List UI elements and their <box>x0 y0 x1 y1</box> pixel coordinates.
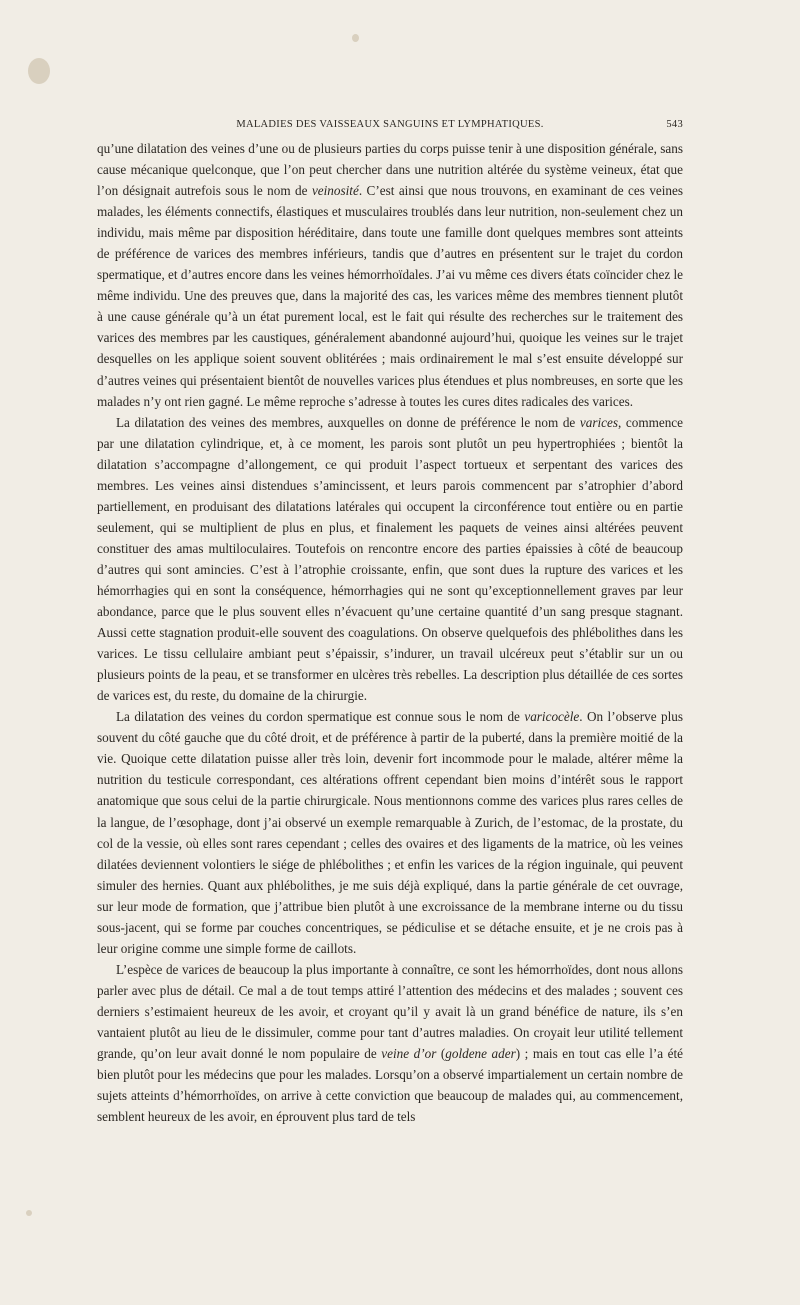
italic-term: varices <box>579 414 618 430</box>
text-run: qu’une dilatation des veines d’une ou de plusieurs parties du corps puisse tenir à une disposition générale, sans cause mécanique quelconque, que l’on peut chercher dans une nutrition altérée du système veineux, état que l’on désignait autrefois sous le nom de <box>97 141 683 199</box>
text-run: . C’est ainsi que nous trouvons, en examinant de ces veines malades, les éléments connectifs, élastiques et musculaires troublés dans leur nutrition, non-seulement chez un individu, mais même par disposition héréditaire, dans toute une famille dont quelques membres sont atteints de préférence de varices des membres inférieurs, tandis que d’autres en présentent sur le trajet du cordon spermatique, et d’autres encore dans les veines hémorrhoïdales. J’ai vu même ces divers états coïncider chez le même individu. Une des preuves que, dans la majorité des cas, les varices même des membres tiennent plutôt à une cause générale qu’à un état purement local, est le fait qui résulte des recherches sur le traitement des varices des membres par les caustiques, généralement abandonné aujourd’hui, quoique les veines sur le trajet desquelles on les applique soient souvent oblitérées ; mais ordinairement le mal s’est ensuite développé sur d’autres veines qui présentaient bientôt de nouvelles varices plus étendues et plus nombreuses, en sorte que les malades n’y ont rien gagné. Le même reproche s’adresse à toutes les cures dites radicales des varices. <box>97 183 684 409</box>
running-header <box>97 119 683 135</box>
text-run: La dilatation des veines du cordon spermatique est connue sous le nom de <box>116 709 525 725</box>
italic-term: veine d’or <box>381 1046 437 1062</box>
paper-stain <box>352 34 359 42</box>
text-run: . On l’observe plus souvent du côté gauche que du côté droit, et de préférence à partir de la puberté, dans la première moitié de la vie. Quoique cette dilatation puisse aller très loin, devenir fort incommode pour le malade, altérer même la nutrition du testicule correspondant, ces altérations offrent cependant bien moins d’intérêt sous le rapport anatomique que sous celui de la partie chirurgicale. Nous mentionnons comme des varices plus rares celles de la langue, de l’œsophage, dont j’ai observé un exemple remarquable à Zurich, de l’estomac, de la prostate, du col de la vessie, où elles sont rares cependant ; celles des ovaires et des ligaments de la matrice, où les veines dilatées deviennent volontiers le siége de phlébolithes ; et enfin les varices de la région inguinale, qui peuvent simuler des hernies. Quant aux phlébolithes, je me suis déjà expliqué, dans la partie générale de cet ouvrage, sur leur mode de formation, que j’attribue bien plutôt à une excroissance de la membrane interne ou du tissu sous-jacent, qui se forme par couches concentriques, se pédiculise et se détache ensuite, et je ne crois pas à leur origine comme une simple forme de caillots. <box>97 709 683 956</box>
text-run: La dilatation des veines des membres, auxquelles on donne de préférence le nom de <box>116 414 580 430</box>
italic-term: varicocèle <box>524 709 580 725</box>
text-run: L’espèce de varices de beaucoup la plus importante à connaître, ce sont les hémorrhoïdes, dont nous allons parler avec plus de détail. Ce mal a de tout temps attiré l’attention des médecins et des malades ; souvent ces derniers s’estimaient heureux de les avoir, et croyant qu’il y avait là un grand bénéfice de nature, ils s’en vantaient plutôt au lieu de le dissimuler, comme pour tant d’autres maladies. On croyait leur utilité tellement grande, qu’on leur avait donné le nom populaire de <box>97 961 683 1062</box>
italic-term: veinosité <box>311 183 359 199</box>
paragraph <box>97 706 683 959</box>
paper-stain <box>26 1210 32 1216</box>
text-run: ) ; mais en tout cas elle l’a été bien plutôt pour les médecins que pour les malades. Lorsqu’on a observé impartialement un certain nombre de sujets atteints d’hémorrhoïdes, on arrive à cette conviction que beaucoup de malades qui, au commencement, semblent heureux de les avoir, en éprouvent plus tard de tels <box>97 1046 683 1125</box>
text-run: ( <box>436 1046 446 1062</box>
paragraph <box>97 412 683 707</box>
paragraph <box>97 138 683 412</box>
paragraph <box>97 959 683 1127</box>
page-number: 543 <box>666 119 683 130</box>
running-title: MALADIES DES VAISSEAUX SANGUINS ET LYMPHATIQUES. <box>236 119 544 130</box>
paper-stain <box>28 58 50 84</box>
text-run: , commence par une dilatation cylindrique, et, à ce moment, les parois sont plutôt un peu hypertrophiées ; bientôt la dilatation s’accompagne d’allongement, ce qui produit l’aspect tortueux et serpentant des varices des membres. Les veines ainsi distendues s’amincissent, et leurs parois commencent par s’atrophier d’abord partiellement, en produisant des dilatations latérales qui occupent la circonférence tout entière ou en partie seulement, qui se multiplient de plus en plus, et finalement les paquets de veines ainsi altérées peuvent constituer des amas multiloculaires. Toutefois on rencontre encore des parties épaissies à côté de beaucoup d’autres qui sont amincies. C’est à l’atrophie croissante, enfin, que sont dues la rupture des varices et les hémorrhagies qui en sont la conséquence, hémorrhagies qui ne sont qu’exceptionnellement graves par leur abondance, parce que le plus souvent elles n’évacuent qu’une certaine quantité d’un sang presque stagnant. Aussi cette stagnation produit-elle souvent des coagulations. On observe quelquefois des phlébolithes dans les varices. Le tissu cellulaire ambiant peut s’épaissir, s’indurer, un travail ulcéreux peut s’établir sur un ou plusieurs points de la peau, et se transformer en ulcères très rebelles. La description plus détaillée de ces sortes de varices est, du reste, du domaine de la chirurgie. <box>97 414 683 704</box>
body-text <box>97 138 683 1127</box>
italic-term: goldene ader <box>445 1046 516 1062</box>
